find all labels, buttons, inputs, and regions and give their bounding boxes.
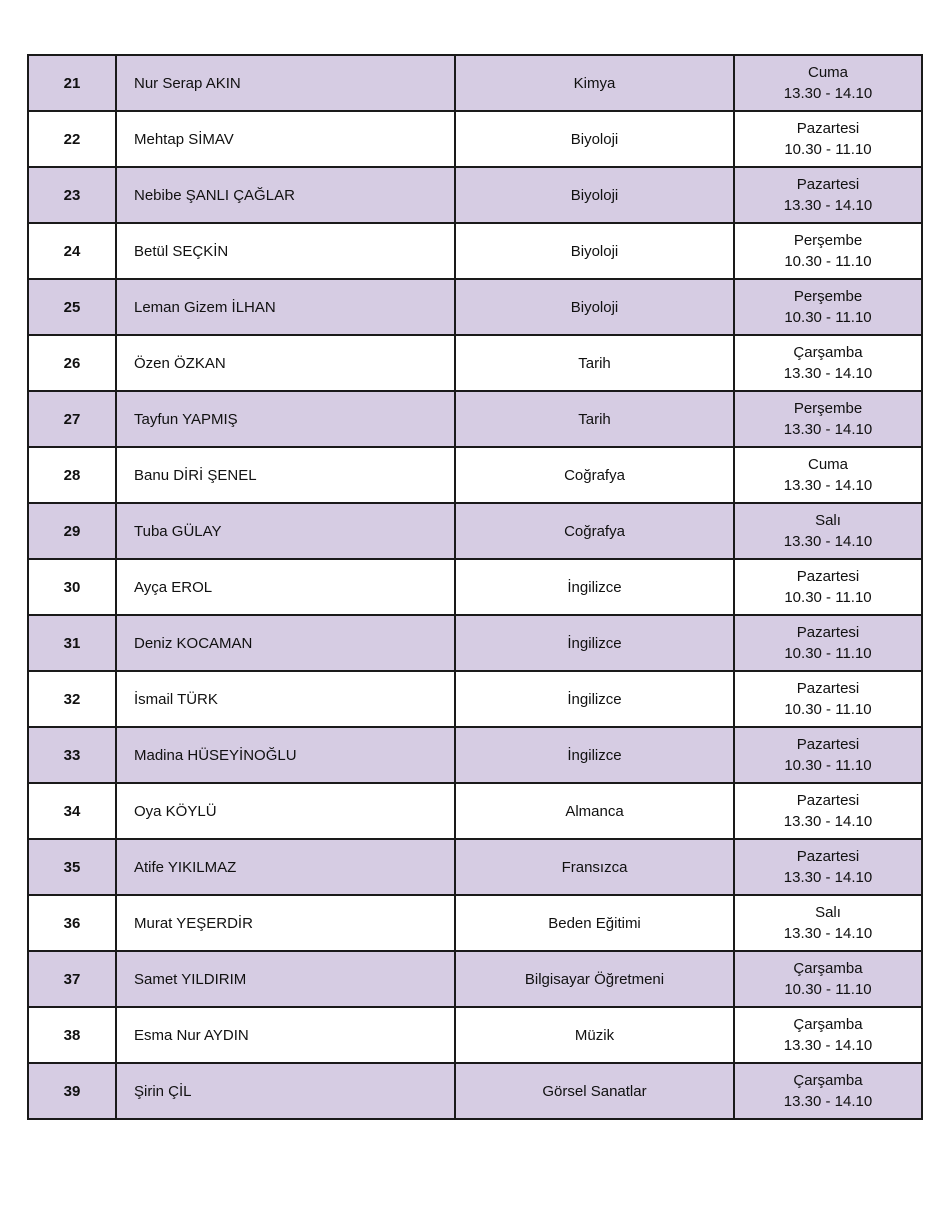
table-row	[28, 503, 922, 559]
row-number: 39	[28, 1063, 116, 1119]
teacher-name: Ayça EROL	[116, 559, 455, 615]
meeting-day: Salı	[815, 904, 841, 921]
meeting-time-cell	[734, 951, 922, 1007]
teacher-name: Şirin ÇİL	[116, 1063, 455, 1119]
teacher-name: Nebibe ŞANLI ÇAĞLAR	[116, 167, 455, 223]
meeting-day: Çarşamba	[793, 1072, 863, 1089]
row-number: 30	[28, 559, 116, 615]
subject: Coğrafya	[455, 447, 734, 503]
meeting-time-cell	[734, 167, 922, 223]
meeting-day: Pazartesi	[796, 680, 860, 697]
row-number: 26	[28, 335, 116, 391]
subject: İngilizce	[455, 727, 734, 783]
subject: Biyoloji	[455, 279, 734, 335]
meeting-hours: 10.30 - 11.10	[784, 589, 872, 606]
meeting-day: Pazartesi	[796, 848, 860, 865]
meeting-time-cell	[734, 671, 922, 727]
table-row	[28, 727, 922, 783]
table-row	[28, 335, 922, 391]
meeting-day: Çarşamba	[793, 344, 863, 361]
table-row	[28, 1007, 922, 1063]
teacher-name: Tuba GÜLAY	[116, 503, 455, 559]
meeting-day: Pazartesi	[796, 568, 860, 585]
teacher-name: Özen ÖZKAN	[116, 335, 455, 391]
meeting-day: Perşembe	[793, 288, 863, 305]
subject: Müzik	[455, 1007, 734, 1063]
meeting-hours: 10.30 - 11.10	[784, 757, 872, 774]
meeting-day: Salı	[815, 512, 841, 529]
meeting-hours: 13.30 - 14.10	[783, 813, 873, 830]
table-row	[28, 1063, 922, 1119]
meeting-hours: 13.30 - 14.10	[783, 85, 873, 102]
meeting-hours: 13.30 - 14.10	[783, 365, 873, 382]
row-number: 22	[28, 111, 116, 167]
meeting-time-cell	[734, 615, 922, 671]
table-row	[28, 279, 922, 335]
meeting-hours: 13.30 - 14.10	[783, 1037, 873, 1054]
meeting-time-cell	[734, 1063, 922, 1119]
meeting-time-cell	[734, 279, 922, 335]
meeting-hours: 10.30 - 11.10	[784, 645, 872, 662]
row-number: 31	[28, 615, 116, 671]
row-number: 21	[28, 55, 116, 111]
table-body	[28, 55, 922, 1119]
meeting-time-cell	[734, 503, 922, 559]
subject: Görsel Sanatlar	[455, 1063, 734, 1119]
meeting-day: Perşembe	[793, 232, 863, 249]
subject: Beden Eğitimi	[455, 895, 734, 951]
meeting-hours: 10.30 - 11.10	[784, 141, 872, 158]
teacher-name: Madina HÜSEYİNOĞLU	[116, 727, 455, 783]
meeting-time-cell	[734, 335, 922, 391]
row-number: 36	[28, 895, 116, 951]
teacher-name: Murat YEŞERDİR	[116, 895, 455, 951]
row-number: 23	[28, 167, 116, 223]
row-number: 32	[28, 671, 116, 727]
meeting-hours: 10.30 - 11.10	[784, 309, 872, 326]
table-row	[28, 111, 922, 167]
teacher-name: Tayfun YAPMIŞ	[116, 391, 455, 447]
meeting-hours: 13.30 - 14.10	[783, 477, 873, 494]
subject: Biyoloji	[455, 167, 734, 223]
teacher-name: Betül SEÇKİN	[116, 223, 455, 279]
table-row	[28, 447, 922, 503]
row-number: 27	[28, 391, 116, 447]
teacher-name: Banu DİRİ ŞENEL	[116, 447, 455, 503]
meeting-time-cell	[734, 783, 922, 839]
meeting-hours: 13.30 - 14.10	[783, 925, 873, 942]
table-row	[28, 559, 922, 615]
teacher-name: Esma Nur AYDIN	[116, 1007, 455, 1063]
teacher-name: Leman Gizem İLHAN	[116, 279, 455, 335]
meeting-hours: 10.30 - 11.10	[784, 253, 872, 270]
row-number: 35	[28, 839, 116, 895]
subject: Fransızca	[455, 839, 734, 895]
meeting-day: Perşembe	[793, 400, 863, 417]
teacher-name: Oya KÖYLÜ	[116, 783, 455, 839]
row-number: 28	[28, 447, 116, 503]
meeting-hours: 13.30 - 14.10	[783, 1093, 873, 1110]
meeting-time-cell	[734, 727, 922, 783]
meeting-hours: 13.30 - 14.10	[783, 533, 873, 550]
meeting-time-cell	[734, 895, 922, 951]
meeting-day: Çarşamba	[793, 1016, 863, 1033]
teacher-name: Mehtap SİMAV	[116, 111, 455, 167]
meeting-day: Cuma	[807, 64, 848, 81]
row-number: 24	[28, 223, 116, 279]
table-row	[28, 223, 922, 279]
table-row	[28, 895, 922, 951]
meeting-hours: 13.30 - 14.10	[783, 421, 873, 438]
meeting-day: Pazartesi	[796, 624, 860, 641]
subject: İngilizce	[455, 615, 734, 671]
meeting-hours: 10.30 - 11.10	[784, 701, 872, 718]
meeting-hours: 13.30 - 14.10	[783, 197, 873, 214]
table-row	[28, 839, 922, 895]
table-row	[28, 391, 922, 447]
meeting-day: Çarşamba	[793, 960, 863, 977]
meeting-time-cell	[734, 1007, 922, 1063]
row-number: 25	[28, 279, 116, 335]
subject: Biyoloji	[455, 223, 734, 279]
row-number: 34	[28, 783, 116, 839]
meeting-time-cell	[734, 55, 922, 111]
teacher-name: İsmail TÜRK	[116, 671, 455, 727]
teacher-name: Atife YIKILMAZ	[116, 839, 455, 895]
row-number: 38	[28, 1007, 116, 1063]
meeting-day: Pazartesi	[796, 792, 860, 809]
meeting-day: Pazartesi	[796, 176, 860, 193]
subject: İngilizce	[455, 559, 734, 615]
table-row	[28, 167, 922, 223]
meeting-time-cell	[734, 447, 922, 503]
meeting-hours: 10.30 - 11.10	[784, 981, 872, 998]
teacher-name: Deniz KOCAMAN	[116, 615, 455, 671]
row-number: 33	[28, 727, 116, 783]
meeting-time-cell	[734, 111, 922, 167]
meeting-time-cell	[734, 391, 922, 447]
table-row	[28, 951, 922, 1007]
subject: İngilizce	[455, 671, 734, 727]
subject: Tarih	[455, 335, 734, 391]
table-row	[28, 615, 922, 671]
meeting-time-cell	[734, 559, 922, 615]
table-row	[28, 55, 922, 111]
table-row	[28, 671, 922, 727]
subject: Kimya	[455, 55, 734, 111]
table-row	[28, 783, 922, 839]
meeting-time-cell	[734, 223, 922, 279]
subject: Biyoloji	[455, 111, 734, 167]
teacher-name: Samet YILDIRIM	[116, 951, 455, 1007]
teacher-schedule-table	[27, 54, 923, 1120]
meeting-hours: 13.30 - 14.10	[783, 869, 873, 886]
subject: Almanca	[455, 783, 734, 839]
meeting-time-cell	[734, 839, 922, 895]
meeting-day: Cuma	[807, 456, 848, 473]
row-number: 37	[28, 951, 116, 1007]
subject: Coğrafya	[455, 503, 734, 559]
row-number: 29	[28, 503, 116, 559]
meeting-day: Pazartesi	[796, 736, 860, 753]
meeting-day: Pazartesi	[796, 120, 860, 137]
subject: Bilgisayar Öğretmeni	[455, 951, 734, 1007]
teacher-name: Nur Serap AKIN	[116, 55, 455, 111]
subject: Tarih	[455, 391, 734, 447]
